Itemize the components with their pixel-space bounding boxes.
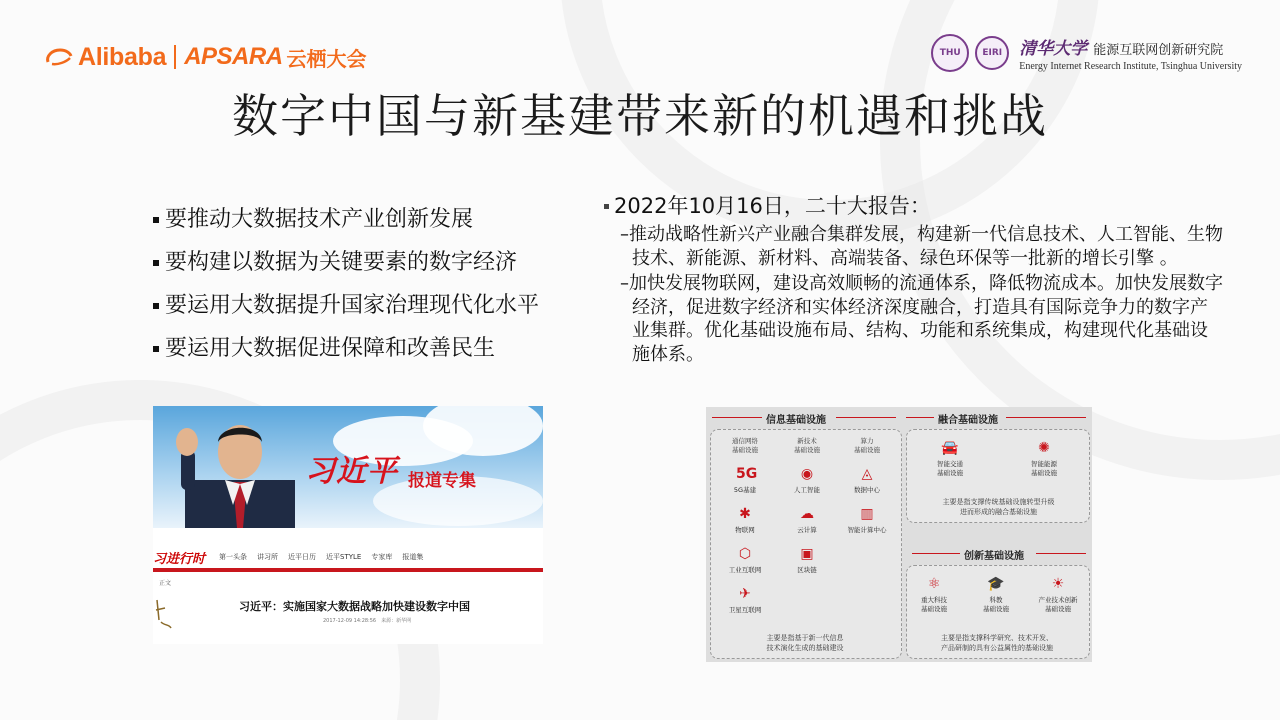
list-item: 要构建以数据为关键要素的数字经济: [153, 241, 539, 284]
infra-item: ⚛ 重大科技 基础设施: [921, 576, 947, 613]
institute-name-en: Energy Internet Research Institute, Tsinghua University: [1019, 61, 1242, 72]
alibaba-apsara-logo: [44, 40, 367, 74]
person-photo-icon: [163, 410, 298, 528]
news-meta: 2017-12-09 14:28:56 来源：新华网: [323, 618, 412, 624]
energy-icon: ✺: [1038, 440, 1050, 456]
news-screenshot: [153, 406, 543, 644]
news-nav: [153, 546, 543, 568]
list-item: 要运用大数据促进保障和改善民生: [153, 327, 539, 370]
graduation-icon: 🎓: [987, 576, 1005, 592]
bullet-icon: [153, 346, 159, 352]
bullet-icon: [153, 260, 159, 266]
satellite-icon: ✈: [739, 586, 751, 602]
logo-divider: [174, 45, 176, 69]
news-nav-logo[interactable]: 习进行时: [153, 551, 206, 567]
infra-item: ▥ 智能计算中心: [847, 506, 887, 534]
info-note: 主要是指基于新一代信息 技术演化生成的基础建设: [766, 634, 844, 652]
infra-item: ✈ 卫星互联网: [728, 586, 762, 614]
col-header: 新技术 基础设施: [794, 437, 820, 454]
bullet-list: [153, 198, 539, 370]
infra-item: ▣ 区块链: [797, 546, 817, 574]
list-item: 要运用大数据提升国家治理现代化水平: [153, 284, 539, 327]
col-header: 算力 基础设施: [854, 437, 880, 454]
info-infra-title: 信息基础设施: [766, 415, 826, 426]
news-headline[interactable]: 习近平：实施国家大数据战略加快建设数字中国: [239, 600, 470, 613]
alibaba-mark-icon: [44, 46, 74, 68]
banner-name: 习近平: [305, 454, 398, 489]
fusion-note: 主要是指支撑传统基础设施转型升级 进而形成的融合基础设施: [942, 498, 1055, 516]
infra-item: ✺ 智能能源 基础设施: [1031, 440, 1057, 477]
tsinghua-eiri-logo: [931, 34, 1242, 72]
tsinghua-seal-icon: THU: [931, 34, 969, 72]
infra-item: ◉ 人工智能: [794, 466, 820, 494]
fusion-infra-title: 融合基础设施: [938, 415, 998, 426]
lightbulb-icon: ☀: [1051, 576, 1065, 592]
iot-icon: ✱: [739, 506, 751, 522]
nav-item[interactable]: 专家库: [371, 553, 393, 561]
breadcrumb[interactable]: 正文: [159, 580, 172, 587]
report-item: –推动战略性新兴产业融合集群发展，构建新一代信息技术、人工智能、生物技术、新能源、新材料、高端装备、绿色环保等一批新的增长引擎 。: [620, 224, 1223, 269]
news-banner: [153, 406, 543, 528]
tsinghua-name: 清华大学: [1019, 39, 1088, 59]
infra-item: 🚘 智能交通 基础设施: [937, 440, 963, 477]
nav-item[interactable]: 报道集: [402, 553, 424, 561]
yunqi-wordmark: 云栖大会: [286, 46, 367, 71]
institute-text: [1019, 34, 1242, 72]
bullet-icon: [153, 303, 159, 309]
list-item: 要推动大数据技术产业创新发展: [153, 198, 539, 241]
innov-infra-title: 创新基础设施: [964, 551, 1024, 562]
infra-item: ☀ 产业技术创新 基础设施: [1038, 576, 1078, 613]
car-icon: 🚘: [941, 440, 959, 456]
cloud-icon: ☁: [800, 506, 814, 522]
infra-item: 5G 5G基建: [733, 466, 758, 494]
eiri-seal-icon: EIRI: [975, 36, 1009, 70]
infra-item: ◬ 数据中心: [854, 466, 880, 494]
ai-brain-icon: ◉: [800, 466, 814, 482]
nav-divider: [153, 568, 543, 572]
nav-item[interactable]: 近平STYLE: [326, 553, 362, 561]
institute-name-cn: 能源互联网创新研究院: [1093, 43, 1224, 58]
innov-note: 主要是指支撑科学研究、技术开发、 产品研制的具有公益属性的基础设施: [941, 634, 1053, 652]
report-heading: 2022年10月16日，二十大报告：: [604, 192, 1224, 221]
apsara-wordmark: APSARA: [184, 43, 283, 70]
infra-item: 🎓 科教 基础设施: [983, 576, 1009, 613]
nav-item[interactable]: 第一头条: [219, 553, 248, 561]
5g-icon: 5G: [736, 466, 758, 482]
page-title: 数字中国与新基建带来新的机遇和挑战: [232, 89, 1048, 143]
infrastructure-diagram: [706, 407, 1092, 662]
nav-item[interactable]: 近平日历: [288, 553, 317, 561]
report-block: [604, 192, 1224, 366]
infra-item: ☁ 云计算: [797, 506, 817, 534]
nav-item[interactable]: 讲习所: [257, 553, 279, 561]
bullet-icon: [604, 204, 609, 209]
chart-icon: ▥: [860, 506, 874, 522]
alibaba-wordmark: Alibaba: [78, 42, 167, 71]
blockchain-icon: ▣: [800, 546, 814, 562]
report-item: –加快发展物联网，建设高效顺畅的流通体系，降低物流成本。加快发展数字经济，促进数字经济和实体经济深度融合，打造具有国际竞争力的数字产业集群。优化基础设施布局、结构、功能和系统集成，构建现代化基础设施体系。: [620, 273, 1223, 365]
industrial-icon: ⬡: [738, 546, 752, 562]
infra-item: ✱ 物联网: [735, 506, 755, 534]
datacenter-icon: ◬: [861, 466, 873, 482]
banner-subtitle: 报道专集: [408, 471, 476, 491]
col-header: 通信网络 基础设施: [732, 437, 758, 454]
bullet-icon: [153, 217, 159, 223]
info-infra-panel: [710, 429, 902, 659]
atom-icon: ⚛: [927, 576, 941, 592]
signature-icon: [153, 596, 173, 633]
infra-item: ⬡ 工业互联网: [728, 546, 762, 574]
